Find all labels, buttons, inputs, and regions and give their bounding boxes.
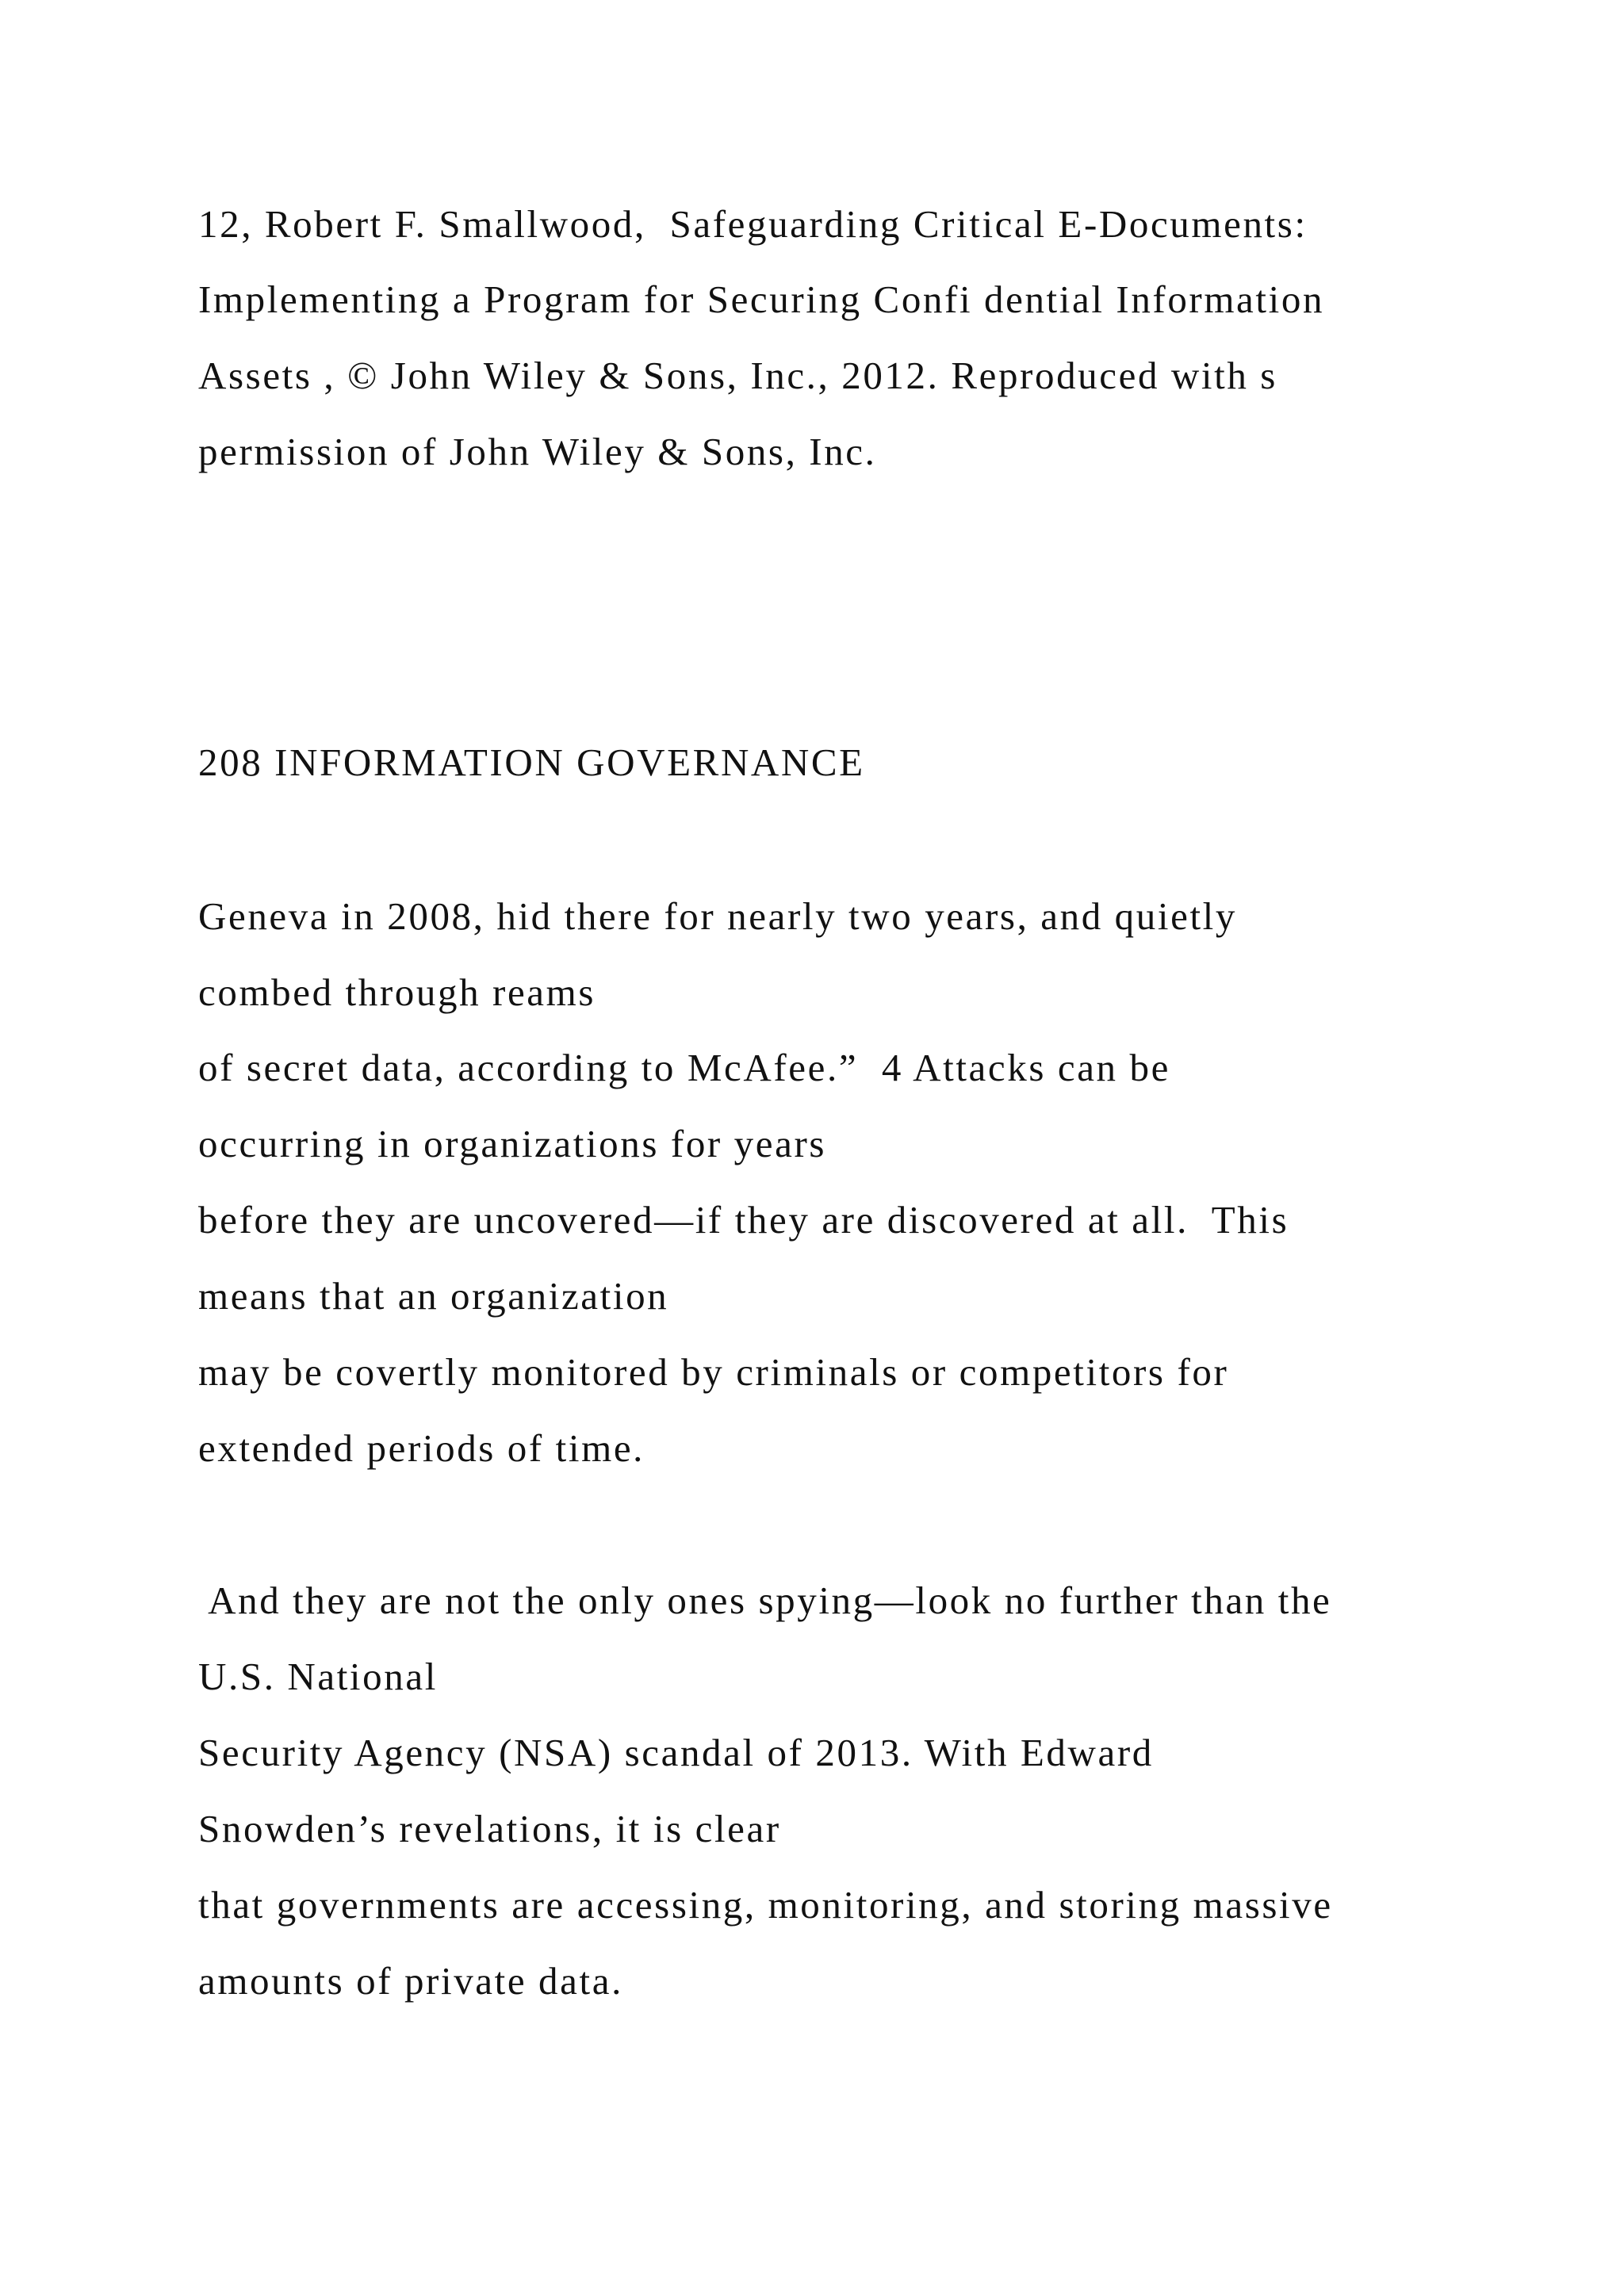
paragraph-line: And they are not the only ones spying—look no further than the (198, 1578, 1332, 1622)
running-header: 208 INFORMATION GOVERNANCE (198, 740, 865, 784)
paragraph-line: of secret data, according to McAfee.” 4 Attacks can be (198, 1046, 1170, 1089)
paragraph-line: occurring in organizations for years (198, 1122, 827, 1165)
paragraph-line: U.S. National (198, 1655, 438, 1698)
paragraph-line: before they are uncovered—if they are discovered at all. This (198, 1198, 1289, 1242)
citation-line: Assets , © John Wiley & Sons, Inc., 2012. Reproduced with s (198, 354, 1277, 397)
paragraph-line: that governments are accessing, monitoring, and storing massive (198, 1883, 1333, 1927)
citation-line: permission of John Wiley & Sons, Inc. (198, 430, 877, 473)
paragraph-line: may be covertly monitored by criminals or competitors for (198, 1350, 1229, 1394)
paragraph-line: amounts of private data. (198, 1959, 623, 2003)
citation-line: 12, Robert F. Smallwood, Safeguarding Critical E-Documents: (198, 202, 1308, 246)
paragraph-line: Security Agency (NSA) scandal of 2013. With Edward (198, 1731, 1154, 1774)
paragraph-line: extended periods of time. (198, 1426, 645, 1470)
citation-line: Implementing a Program for Securing Confi dential Information (198, 277, 1325, 321)
paragraph-line: Geneva in 2008, hid there for nearly two years, and quietly (198, 894, 1237, 938)
paragraph-line: means that an organization (198, 1274, 669, 1318)
paragraph-line: Snowden’s revelations, it is clear (198, 1807, 781, 1850)
paragraph-line: combed through reams (198, 970, 596, 1014)
